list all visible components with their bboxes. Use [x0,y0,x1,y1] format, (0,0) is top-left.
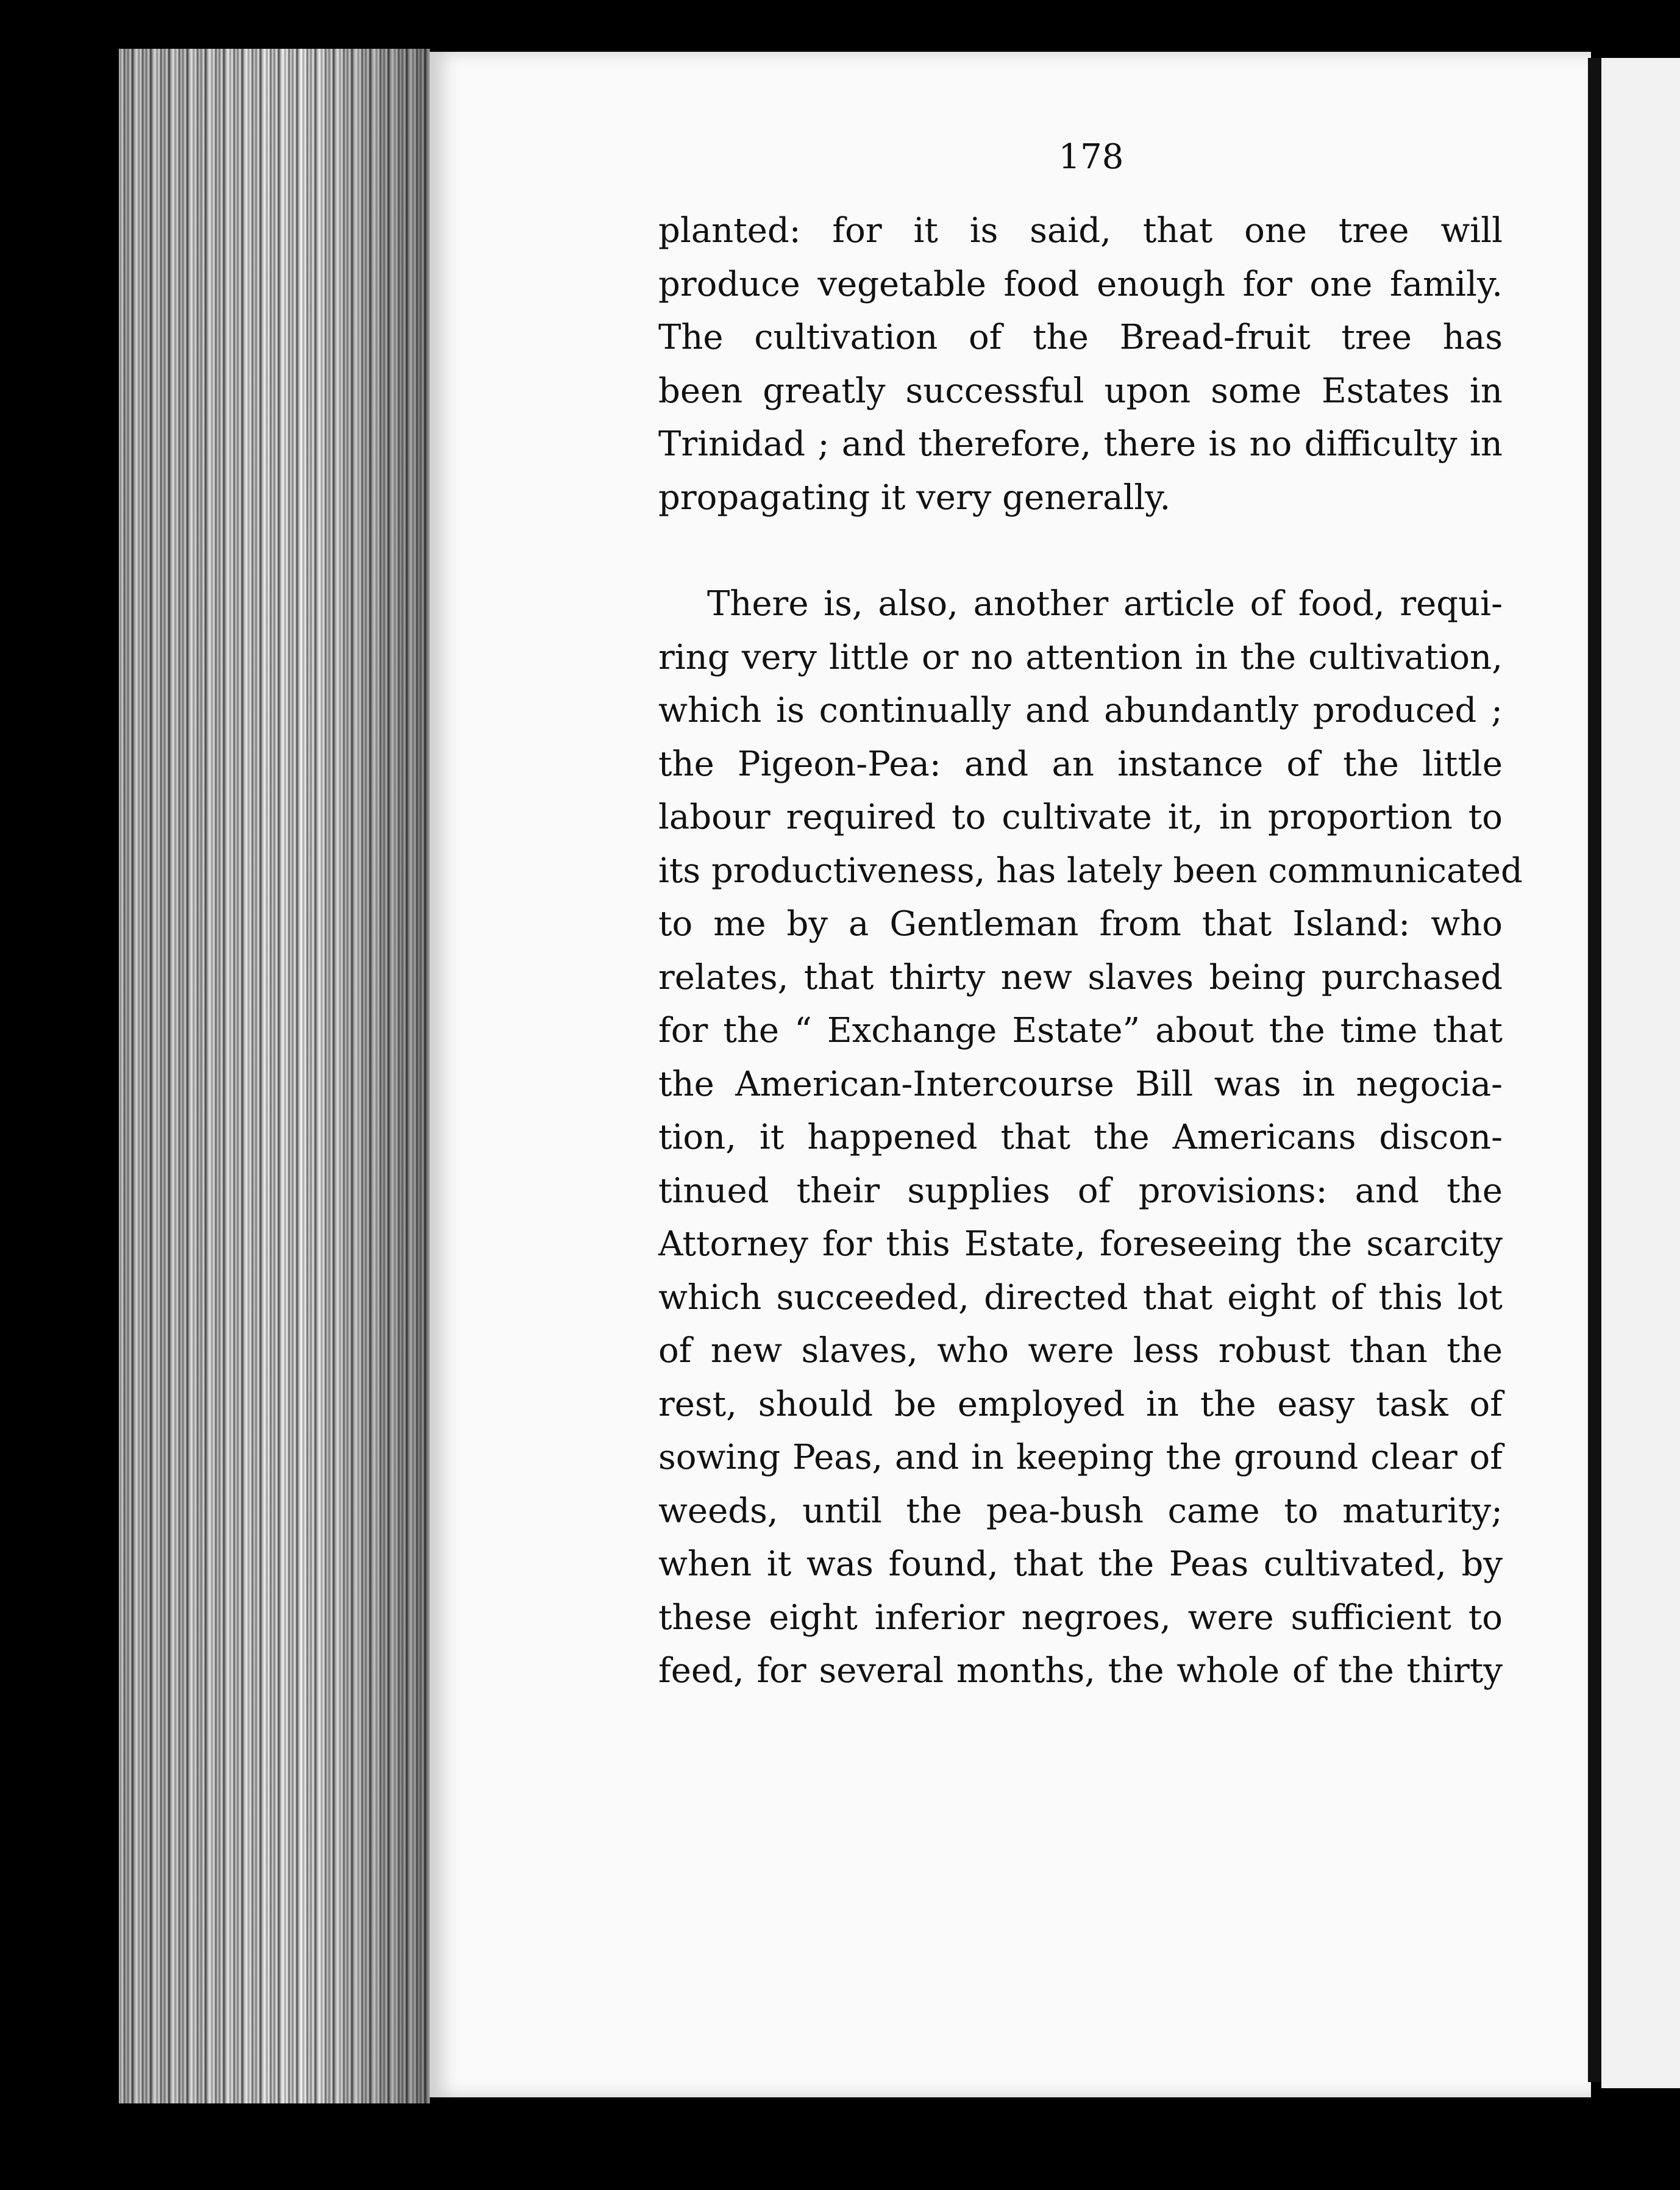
text-line: Trinidad ; and therefore, there is no difficulty in [658,424,1503,464]
text-line: been greatly successful upon some Estates in [658,371,1503,411]
page-number: 178 [1058,137,1124,177]
book-gutter [1588,58,1601,2082]
text-line: tion, it happened that the Americans discon- [658,1118,1503,1157]
text-line: Attorney for this Estate, foreseeing the scarcity [658,1224,1503,1264]
text-line: its productiveness, has lately been communicated [658,851,1523,891]
text-line: produce vegetable food enough for one family. [658,264,1503,304]
text-line: The cultivation of the Bread-fruit tree has [658,318,1503,357]
text-line: for the “ Exchange Estate” about the time that [658,1011,1503,1050]
body-text [658,204,1523,1698]
text-line: relates, that thirty new slaves being purchased [658,957,1503,997]
text-line: sowing Peas, and in keeping the ground clear of [658,1438,1503,1477]
text-line: the Pigeon-Pea: and an instance of the little [658,744,1503,784]
text-line: which is continually and abundantly produced ; [658,691,1503,730]
text-line: of new slaves, who were less robust than the [658,1331,1503,1371]
text-line: propagating it very generally. [658,477,1171,518]
page-edges [119,49,430,2103]
text-line: There is, also, another article of food, requi- [707,584,1503,624]
text-line: to me by a Gentleman from that Island: who [658,904,1503,944]
adjacent-page-edge [1601,58,1680,2088]
text-line: which succeeded, directed that eight of this lot [658,1277,1503,1318]
paragraph-2 [658,577,1523,1698]
text-line: these eight inferior negroes, were sufficient to [658,1597,1503,1638]
text-line: tinued their supplies of provisions: and the [658,1171,1503,1211]
text-line: weeds, until the pea-bush came to maturity; [658,1491,1503,1531]
text-line: the American-Intercourse Bill was in negocia- [658,1064,1503,1104]
text-line: rest, should be employed in the easy task of [658,1384,1503,1424]
text-line: planted: for it is said, that one tree will [658,211,1503,251]
text-line: ring very little or no attention in the cultivation, [658,637,1503,677]
text-line: feed, for several months, the whole of the thirty [658,1651,1503,1691]
paragraph-gap [658,524,1503,577]
text-line: labour required to cultivate it, in proportion to [658,797,1503,837]
paragraph-1 [658,204,1503,524]
text-line: when it was found, that the Peas cultivated, by [658,1544,1503,1584]
